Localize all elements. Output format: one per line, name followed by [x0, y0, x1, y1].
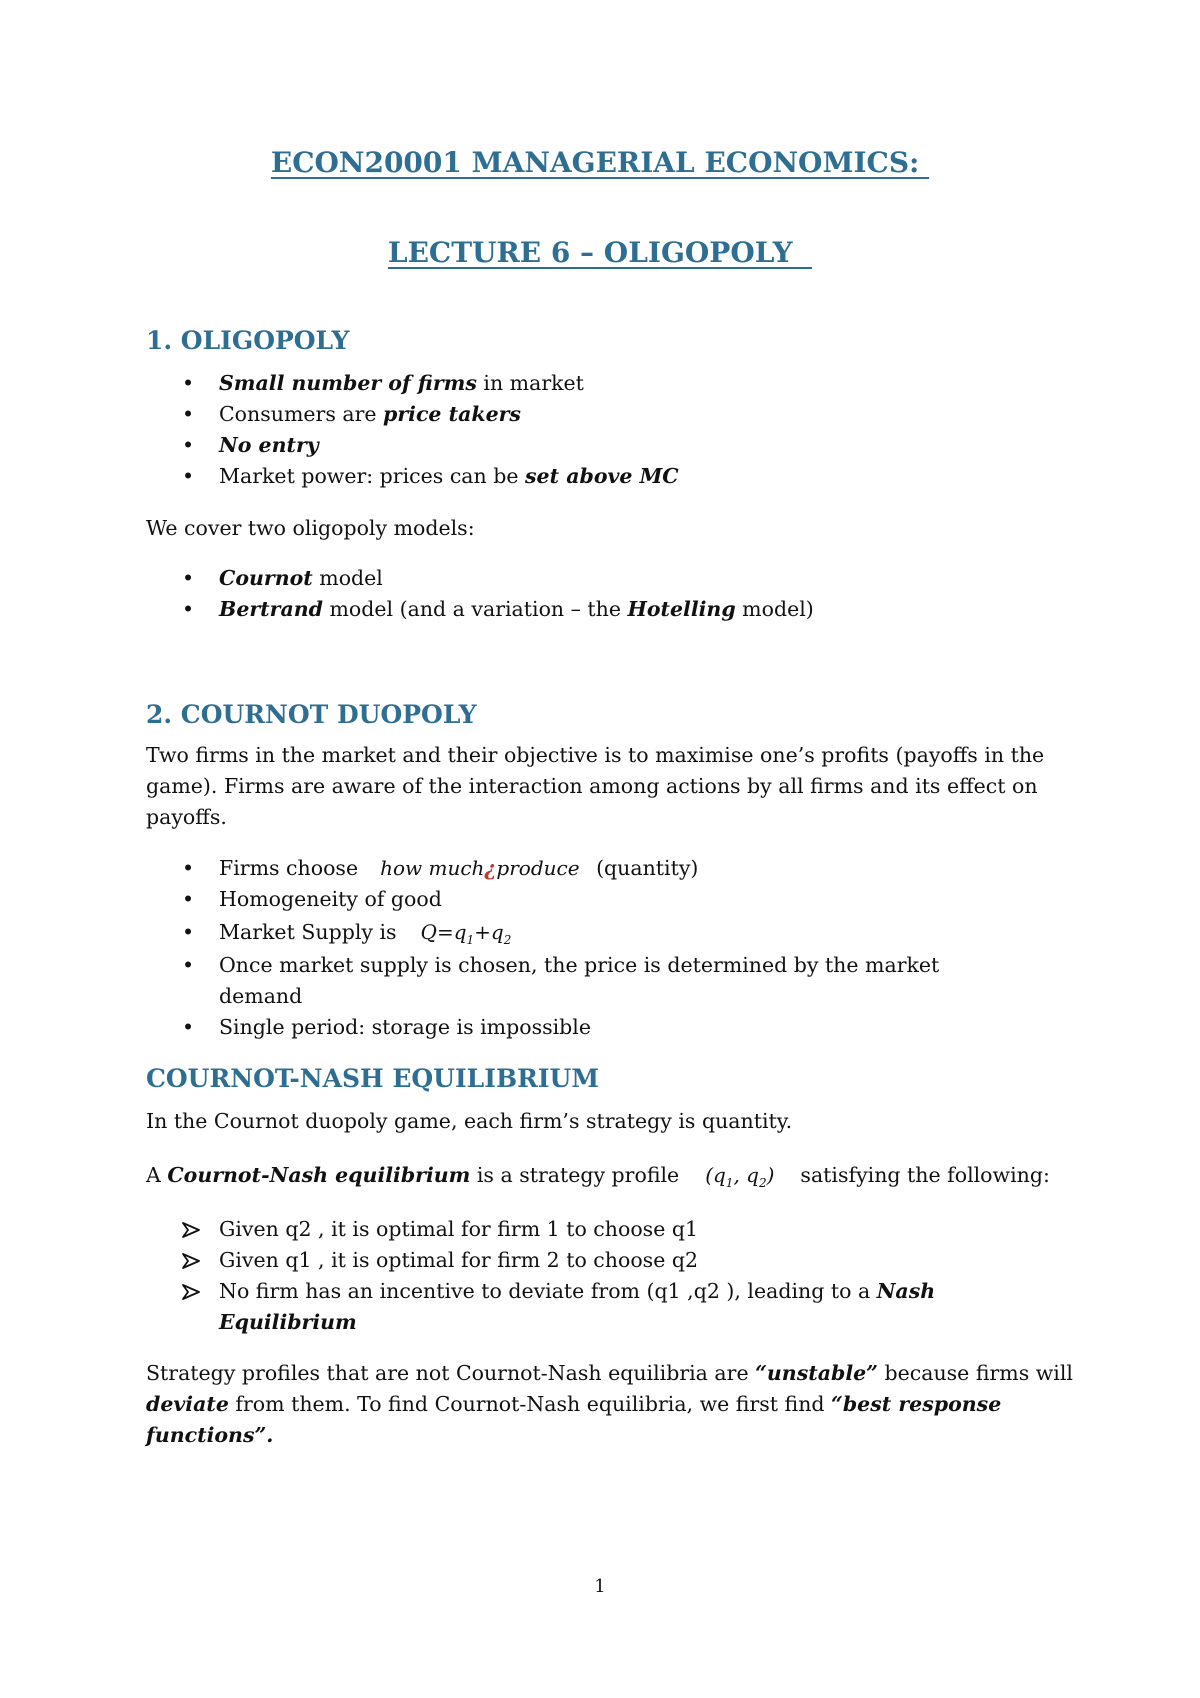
arrow-bullet-icon: [182, 1253, 200, 1269]
math-expression: produce: [496, 856, 580, 880]
document-title-line2: LECTURE 6 – OLIGOPOLY: [387, 236, 813, 269]
list-text: Market power: prices can be: [219, 464, 526, 488]
bullet-icon: •: [182, 464, 195, 488]
intro-text: In the Cournot duopoly game, each firm’s strategy is quantity.: [146, 1109, 793, 1133]
closing-paragraph: Strategy profiles that are not Cournot-Nash equilibria are “unstable” because firms will deviate from them. To find Cournot-Nash equilibria, we first find “best response functions”.: [146, 1361, 1073, 1447]
bold-term: Cournot-Nash equilibrium: [167, 1163, 471, 1187]
bullet-icon: •: [182, 566, 195, 590]
bullet-icon: •: [182, 1015, 195, 1039]
bullet-icon: •: [182, 402, 195, 426]
bold-term: “unstable”: [755, 1361, 878, 1385]
bold-term: price takers: [383, 402, 521, 426]
bold-term: Bertrand: [219, 597, 323, 621]
bold-term: Cournot: [219, 566, 313, 590]
list-text: (quantity): [589, 856, 699, 880]
list-text: model: [312, 566, 383, 590]
math-symbol: ¿: [484, 856, 497, 880]
bullet-icon: •: [182, 887, 195, 911]
document-title-line1: ECON20001 MANAGERIAL ECONOMICS:: [270, 146, 930, 179]
list-text: model): [735, 597, 814, 621]
bold-term: set above MC: [525, 464, 679, 488]
bold-term: “best response functions”.: [146, 1392, 1002, 1447]
intro-text: We cover two oligopoly models:: [146, 516, 475, 540]
math-expression: ($q_1$, $q_2$): [705, 1163, 775, 1190]
bold-term: Small number of firms: [219, 371, 477, 395]
bullet-icon: •: [182, 597, 195, 621]
bullet-icon: •: [182, 920, 195, 944]
list-text: No firm has an incentive to deviate from (q1 ,q2 ), leading to a: [219, 1279, 877, 1303]
list-text: Consumers are: [219, 402, 384, 426]
bold-term: No entry: [219, 433, 319, 457]
section-heading-oligopoly: 1. OLIGOPOLY: [146, 326, 350, 355]
list-text: Market Supply is: [219, 920, 397, 944]
bold-term: deviate: [146, 1392, 229, 1416]
page-number: 1: [594, 1576, 606, 1597]
bullet-icon: •: [182, 433, 195, 457]
math-expression: $Q=q_1+q_2$: [420, 920, 512, 947]
arrow-bullet-icon: [182, 1222, 200, 1238]
list-text: Single period: storage is impossible: [219, 1015, 591, 1039]
bullet-icon: •: [182, 953, 195, 977]
list-text: Firms choose: [219, 856, 359, 880]
list-text: Homogeneity of good: [219, 887, 442, 911]
math-expression: how much: [380, 856, 485, 880]
list-text: demand: [219, 984, 303, 1008]
bold-term: Equilibrium: [219, 1310, 357, 1334]
bullet-icon: •: [182, 371, 195, 395]
section-paragraph: Two firms in the market and their objective is to maximise one’s profits (payoffs in the game). Firms are aware of the interaction among actions by all firms and its effect on payoffs.: [146, 743, 1045, 829]
arrow-bullet-icon: [182, 1284, 200, 1300]
bold-term: Nash: [876, 1279, 936, 1303]
bullet-icon: •: [182, 856, 195, 880]
list-text: model (and a variation – the: [322, 597, 628, 621]
list-text: Given q1 , it is optimal for firm 2 to choose q2: [219, 1248, 699, 1272]
list-text: Given q2 , it is optimal for firm 1 to choose q1: [219, 1217, 699, 1241]
bold-term: Hotelling: [627, 597, 736, 621]
list-text: Once market supply is chosen, the price is determined by the market: [219, 953, 940, 977]
section-heading-cournot-duopoly: 2. COURNOT DUOPOLY: [146, 700, 477, 729]
list-text: in market: [476, 371, 584, 395]
definition-text: A Cournot-Nash equilibrium is a strategy profile ($q_1$, $q_2$) satisfying the following:: [146, 1163, 1050, 1190]
section-heading-cournot-nash-equilibrium: COURNOT-NASH EQUILIBRIUM: [146, 1064, 600, 1093]
